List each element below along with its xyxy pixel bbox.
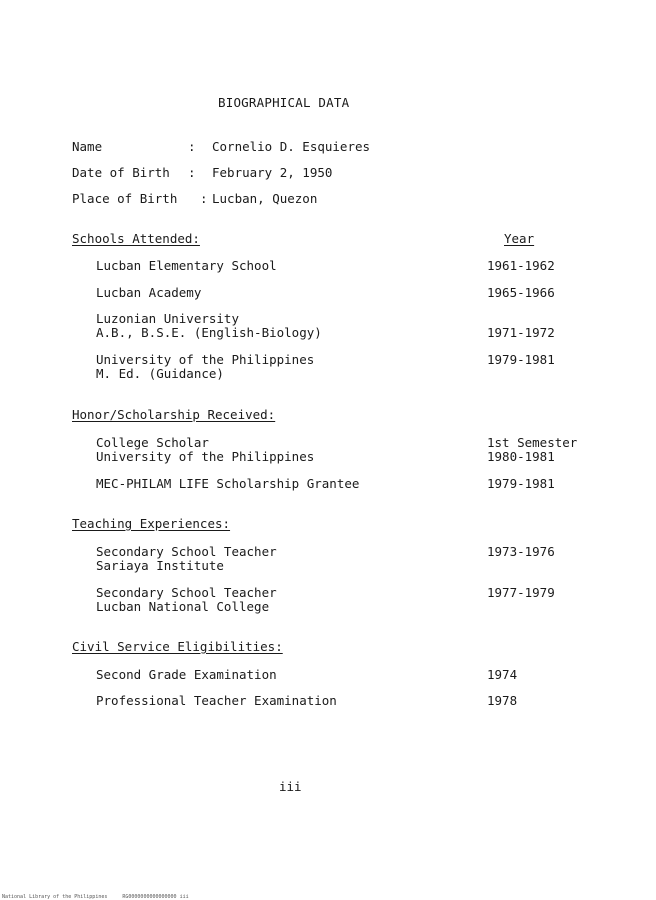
honor-period: 1st Semester [487, 435, 578, 450]
teaching-position: Secondary School Teacher [96, 544, 277, 559]
page-title: BIOGRAPHICAL DATA [218, 95, 350, 110]
teaching-year: 1973-1976 [487, 544, 555, 559]
exam-entry: Second Grade Examination [96, 667, 277, 682]
school-entry: University of the Philippines [96, 352, 315, 367]
footer-library: National Library of the Philippines [2, 894, 108, 900]
year-column-header: Year [504, 231, 535, 246]
teaching-institution: Lucban National College [96, 599, 270, 614]
teaching-institution: Sariaya Institute [96, 558, 224, 573]
birth-place-label: Place of Birth [72, 191, 178, 206]
name-label: Name [72, 139, 103, 154]
honor-year: 1980-1981 [487, 449, 555, 464]
exam-year: 1978 [487, 693, 518, 708]
school-year: 1965-1966 [487, 285, 555, 300]
name-value: Cornelio D. Esquieres [212, 139, 371, 154]
exam-entry: Professional Teacher Examination [96, 693, 337, 708]
honor-institution: University of the Philippines [96, 449, 315, 464]
page-number: iii [279, 779, 302, 794]
honors-heading: Honor/Scholarship Received: [72, 407, 276, 422]
name-separator: : [188, 139, 196, 154]
school-degree: M. Ed. (Guidance) [96, 366, 224, 381]
school-year: 1961-1962 [487, 258, 555, 273]
teaching-position: Secondary School Teacher [96, 585, 277, 600]
honor-year: 1979-1981 [487, 476, 555, 491]
school-entry: Luzonian University [96, 311, 239, 326]
exam-year: 1974 [487, 667, 518, 682]
school-entry: Lucban Elementary School [96, 258, 277, 273]
honor-entry: College Scholar [96, 435, 209, 450]
school-entry: Lucban Academy [96, 285, 202, 300]
birth-place-value: Lucban, Quezon [212, 191, 318, 206]
school-year: 1979-1981 [487, 352, 555, 367]
birth-date-separator: : [188, 165, 196, 180]
honor-entry: MEC-PHILAM LIFE Scholarship Grantee [96, 476, 360, 491]
school-year: 1971-1972 [487, 325, 555, 340]
birth-date-label: Date of Birth [72, 165, 170, 180]
scan-footer [2, 894, 201, 900]
footer-reference: RG0000000000000000 iii [122, 894, 189, 900]
birth-place-separator: : [200, 191, 208, 206]
civil-service-heading: Civil Service Eligibilities: [72, 639, 283, 654]
birth-date-value: February 2, 1950 [212, 165, 333, 180]
teaching-heading: Teaching Experiences: [72, 516, 231, 531]
teaching-year: 1977-1979 [487, 585, 555, 600]
schools-heading: Schools Attended: [72, 231, 200, 246]
school-degree: A.B., B.S.E. (English-Biology) [96, 325, 322, 340]
